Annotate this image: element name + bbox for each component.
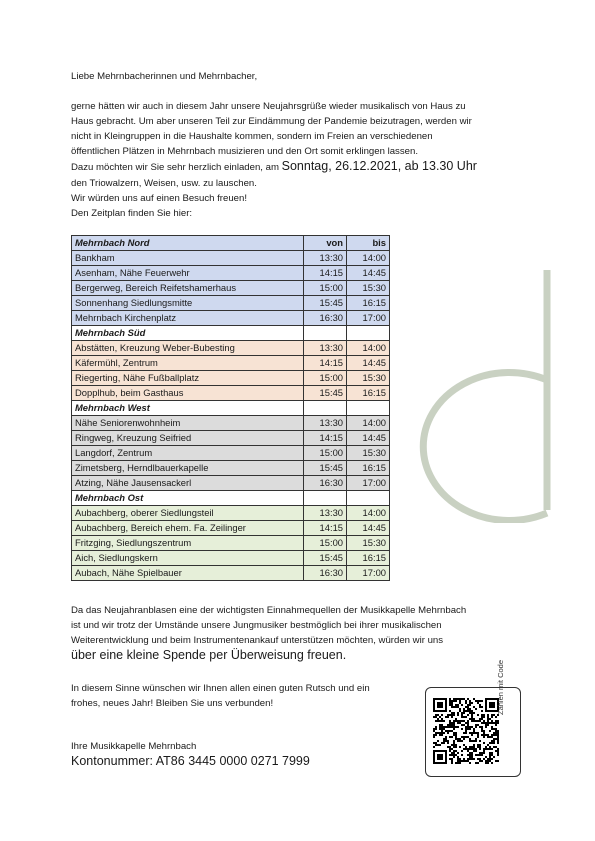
table-row [72,296,390,311]
location-cell: Sonnenhang Siedlungsmitte [72,296,304,311]
start-time-cell: 15:45 [304,296,347,311]
table-row [72,266,390,281]
schedule-table [71,235,390,581]
start-time-cell: 15:45 [304,551,347,566]
table-row [72,446,390,461]
end-time-cell: 14:00 [347,341,390,356]
location-cell: Zimetsberg, Herndlbauerkapelle [72,461,304,476]
qr-code-icon [433,698,499,764]
end-time-cell: 14:00 [347,506,390,521]
end-time-cell: 15:30 [347,281,390,296]
column-from [304,401,347,416]
qr-label: Zahlen mit Code [496,659,505,715]
end-time-cell: 15:30 [347,446,390,461]
start-time-cell: 14:15 [304,431,347,446]
start-time-cell: 13:30 [304,506,347,521]
column-to [347,491,390,506]
start-time-cell: 15:45 [304,386,347,401]
end-time-cell: 16:15 [347,461,390,476]
table-row [72,356,390,371]
payment-qr-card [425,687,521,777]
location-cell: Ringweg, Kreuzung Seifried [72,431,304,446]
donation-line: Da das Neujahranblasen eine der wichtigsten Einnahmequellen der Musikkapelle Mehrnbach [71,605,467,616]
location-cell: Asenham, Nähe Feuerwehr [72,266,304,281]
start-time-cell: 16:30 [304,311,347,326]
start-time-cell: 15:00 [304,371,347,386]
invitation-separator: , [397,159,405,173]
invitation-line-2: den Triowalzern, Weisen, usw. zu lauschen. [71,178,257,189]
location-cell: Bergerweg, Bereich Reifetshamerhaus [72,281,304,296]
intro-line: öffentlichen Plätzen in Mehrnbach musizieren und den Ort somit erklingen lassen. [71,146,418,157]
intro-line: nicht in Kleingruppen in die Haushalte kommen, sondern im Freien an verschiedenen [71,131,433,142]
signature: Ihre Musikkapelle Mehrnbach [71,741,197,752]
end-time-cell: 14:45 [347,266,390,281]
table-row [72,566,390,581]
donation-line: ist und wir trotz der Umstände unsere Jungmusiker bestmöglich bei ihrer musikalischen [71,620,442,631]
table-row [72,416,390,431]
donation-request: über eine kleine Spende per Überweisung freuen. [71,648,347,662]
group-name: Mehrnbach Ost [72,491,304,506]
account-number: Kontonummer: AT86 3445 0000 0271 7999 [71,754,310,768]
location-cell: Aubach, Nähe Spielbauer [72,566,304,581]
table-row [72,536,390,551]
schedule-group-header [72,326,390,341]
start-time-cell: 15:00 [304,281,347,296]
start-time-cell: 13:30 [304,341,347,356]
location-cell: Bankham [72,251,304,266]
start-time-cell: 14:15 [304,356,347,371]
end-time-cell: 14:45 [347,521,390,536]
end-time-cell: 16:15 [347,386,390,401]
event-time: ab 13.30 Uhr [404,159,477,173]
end-time-cell: 16:15 [347,551,390,566]
location-cell: Langdorf, Zentrum [72,446,304,461]
group-name: Mehrnbach Süd [72,326,304,341]
intro-line: gerne hätten wir auch in diesem Jahr unsere Neujahrsgrüße wieder musikalisch von Haus zu [71,101,466,112]
start-time-cell: 14:15 [304,266,347,281]
start-time-cell: 13:30 [304,416,347,431]
table-row [72,476,390,491]
table-row [72,431,390,446]
column-from [304,491,347,506]
location-cell: Käfermühl, Zentrum [72,356,304,371]
location-cell: Aich, Siedlungskern [72,551,304,566]
intro-line: Haus gebracht. Um aber unseren Teil zur Eindämmung der Pandemie beizutragen, werden wir [71,116,472,127]
end-time-cell: 15:30 [347,536,390,551]
end-time-cell: 15:30 [347,371,390,386]
location-cell: Aubachberg, Bereich ehem. Fa. Zeilinger [72,521,304,536]
donation-line: Weiterentwicklung und beim Instrumentenankauf unterstützen möchten, würden wir uns [71,635,444,646]
schedule-group-header [72,401,390,416]
location-cell: Aubachberg, oberer Siedlungsteil [72,506,304,521]
schedule-intro: Den Zeitplan finden Sie hier: [71,208,193,219]
table-row [72,461,390,476]
column-to [347,326,390,341]
table-row [72,281,390,296]
column-to: bis [347,236,390,251]
table-row [72,386,390,401]
column-from: von [304,236,347,251]
start-time-cell: 15:00 [304,446,347,461]
location-cell: Fritzging, Siedlungszentrum [72,536,304,551]
start-time-cell: 15:00 [304,536,347,551]
schedule-group-header [72,491,390,506]
table-row [72,551,390,566]
end-time-cell: 16:15 [347,296,390,311]
end-time-cell: 17:00 [347,476,390,491]
end-time-cell: 17:00 [347,311,390,326]
start-time-cell: 16:30 [304,566,347,581]
end-time-cell: 14:00 [347,251,390,266]
closing-line: frohes, neues Jahr! Bleiben Sie uns verbunden! [71,698,274,709]
location-cell: Mehrnbach Kirchenplatz [72,311,304,326]
location-cell: Riegerting, Nähe Fußballplatz [72,371,304,386]
end-time-cell: 14:45 [347,356,390,371]
group-name: Mehrnbach Nord [72,236,304,251]
table-row [72,371,390,386]
location-cell: Dopplhub, beim Gasthaus [72,386,304,401]
table-row [72,506,390,521]
visit-line: Wir würden uns auf einen Besuch freuen! [71,193,247,204]
table-row [72,341,390,356]
group-name: Mehrnbach West [72,401,304,416]
column-from [304,326,347,341]
start-time-cell: 13:30 [304,251,347,266]
greeting: Liebe Mehrnbacherinnen und Mehrnbacher, [71,71,258,82]
end-time-cell: 14:45 [347,431,390,446]
invitation-line [71,159,477,175]
closing-line: In diesem Sinne wünschen wir Ihnen allen einen guten Rutsch und ein [71,683,370,694]
end-time-cell: 14:00 [347,416,390,431]
column-to [347,401,390,416]
table-row [72,521,390,536]
start-time-cell: 14:15 [304,521,347,536]
table-row [72,311,390,326]
table-row [72,251,390,266]
event-date: Sonntag, 26.12.2021 [281,159,398,173]
location-cell: Nähe Seniorenwohnheim [72,416,304,431]
invitation-prefix: Dazu möchten wir Sie sehr herzlich einladen, am [71,162,282,173]
start-time-cell: 16:30 [304,476,347,491]
location-cell: Atzing, Nähe Jausensackerl [72,476,304,491]
location-cell: Abstätten, Kreuzung Weber-Bubesting [72,341,304,356]
start-time-cell: 15:45 [304,461,347,476]
schedule-group-header [72,236,390,251]
end-time-cell: 17:00 [347,566,390,581]
decorative-d-logo [380,268,580,523]
